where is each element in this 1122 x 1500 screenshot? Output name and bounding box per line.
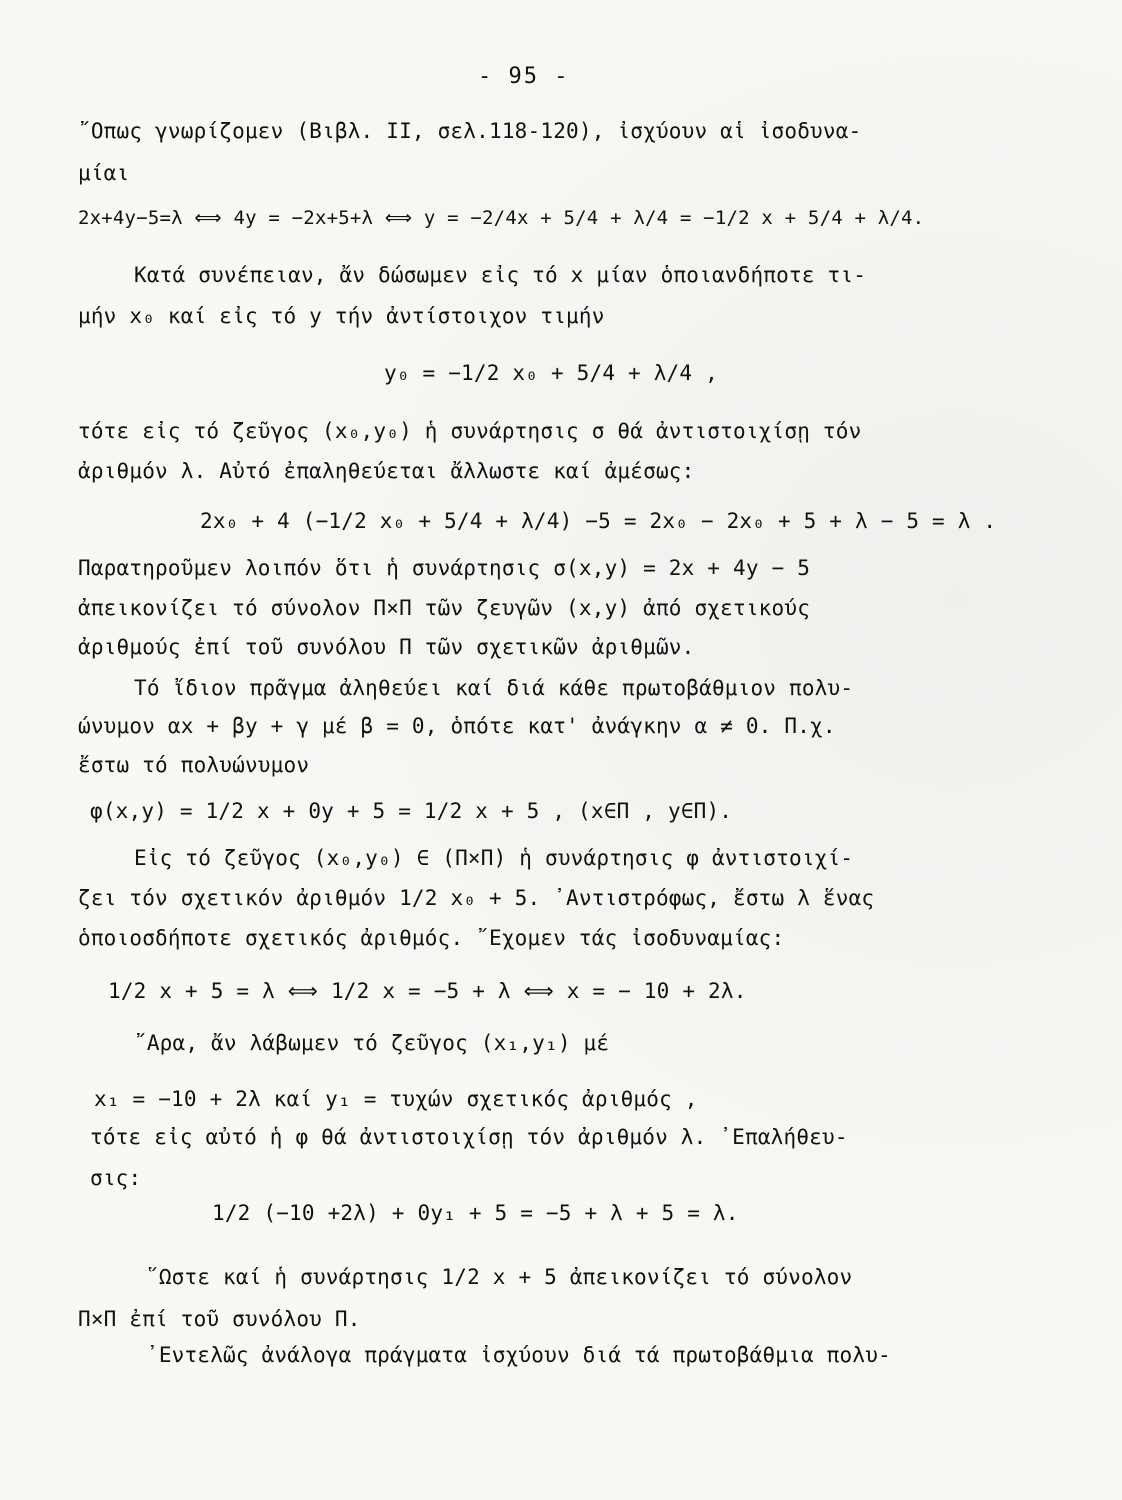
equation-line: y₀ = −1/2 x₀ + 5/4 + λ/4 , <box>384 361 718 385</box>
text-line: ῞Ωστε καί ἡ συνάρτησις 1/2 x + 5 ἀπεικονίζει τό σύνολον <box>146 1265 853 1289</box>
text-line: Κατά συνέπειαν, ἄν δώσωμεν εἰς τό x μίαν ὁποιανδήποτε τι- <box>134 263 867 287</box>
text-line: ἀπεικονίζει τό σύνολον Π×Π τῶν ζευγῶν (x,y) ἀπό σχετικούς <box>78 596 811 620</box>
text-line: ώνυμον αx + βy + γ μέ β = 0, ὁπότε κατ' ἀνάγκην α ≠ 0. Π.χ. <box>78 714 836 738</box>
text-line: μήν x₀ καί εἰς τό y τήν ἀντίστοιχον τιμήν <box>78 304 605 328</box>
equation-line: 1/2 x + 5 = λ ⟺ 1/2 x = −5 + λ ⟺ x = − 10 + 2λ. <box>108 979 747 1003</box>
text-line: τότε εἰς αὐτό ἡ φ θά ἀντιστοιχίσῃ τόν ἀριθμόν λ. ᾿Επαλήθευ- <box>90 1125 848 1149</box>
text-line: Εἰς τό ζεῦγος (x₀,y₀) ∈ (Π×Π) ἡ συνάρτησις φ ἀντιστοιχί- <box>134 846 854 870</box>
equation-line: 2x₀ + 4 (−1/2 x₀ + 5/4 + λ/4) −5 = 2x₀ − 2x₀ + 5 + λ − 5 = λ . <box>200 509 997 533</box>
text-line: μίαι <box>78 161 130 185</box>
text-line: ᾿Εντελῶς ἀνάλογα πράγματα ἰσχύουν διά τά πρωτοβάθμια πολυ- <box>146 1343 891 1367</box>
equation-line: φ(x,y) = 1/2 x + 0y + 5 = 1/2 x + 5 , (x∈Π , y∈Π). <box>90 799 733 823</box>
text-line: ῎Οπως γνωρίζομεν (Βιβλ. ΙΙ, σελ.118-120), ἰσχύουν αἱ ἰσοδυνα- <box>78 119 862 143</box>
text-line: σις: <box>90 1166 142 1190</box>
equation-line: x₁ = −10 + 2λ καί y₁ = τυχών σχετικός ἀριθμός , <box>94 1087 698 1111</box>
text-line: ῎Αρα, ἄν λάβωμεν τό ζεῦγος (x₁,y₁) μέ <box>134 1031 610 1055</box>
text-line: Παρατηροῦμεν λοιπόν ὅτι ἡ συνάρτησις σ(x,y) = 2x + 4y − 5 <box>78 556 811 580</box>
text-line: ζει τόν σχετικόν ἀριθμόν 1/2 x₀ + 5. ᾿Αντιστρόφως, ἔστω λ ἕνας <box>78 886 875 910</box>
equation-line: 1/2 (−10 +2λ) + 0y₁ + 5 = −5 + λ + 5 = λ. <box>212 1201 739 1225</box>
text-line: ἔστω τό πολυώνυμον <box>78 753 310 777</box>
text-line: ἀριθμόν λ. Αὐτό ἐπαληθεύεται ἄλλωστε καί ἀμέσως: <box>78 459 695 483</box>
equation-line: 2x+4y−5=λ ⟺ 4y = −2x+5+λ ⟺ y = −2/4x + 5/4 + λ/4 = −1/2 x + 5/4 + λ/4. <box>78 207 925 229</box>
text-line: τότε εἰς τό ζεῦγος (x₀,y₀) ἡ συνάρτησις σ θά ἀντιστοιχίσῃ τόν <box>78 419 862 443</box>
text-line: Π×Π ἐπί τοῦ συνόλου Π. <box>78 1307 361 1331</box>
page-number: - 95 - <box>478 64 570 89</box>
text-line: Τό ἴδιον πρᾶγμα ἀληθεύει καί διά κάθε πρωτοβάθμιον πολυ- <box>134 676 854 700</box>
text-line: ἀριθμούς ἐπί τοῦ συνόλου Π τῶν σχετικῶν ἀριθμῶν. <box>78 635 695 659</box>
text-line: ὁποιοσδήποτε σχετικός ἀριθμός. ῎Εχομεν τάς ἰσοδυναμίας: <box>78 926 785 950</box>
